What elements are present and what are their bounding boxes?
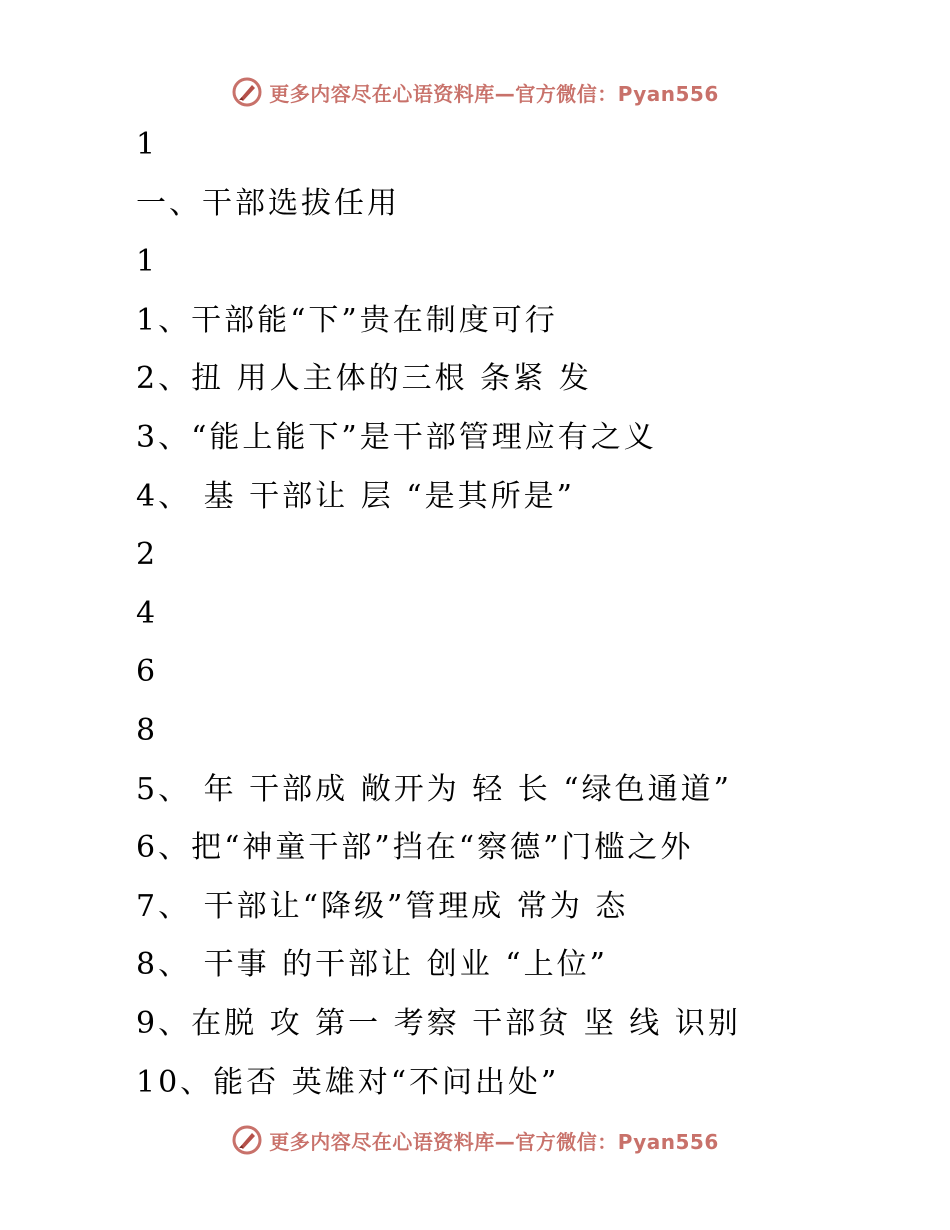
list-item: 4、 基 干部让 层 “是其所是”: [136, 478, 575, 514]
quill-pen-logo-icon: [231, 76, 263, 108]
list-item: 1、干部能“下”贵在制度可行: [136, 302, 558, 338]
page-number-line: 1: [136, 127, 159, 162]
page-number-line: 4: [136, 595, 159, 631]
banner-text: 更多内容尽在心语资料库—官方微信：Pyan556: [269, 1129, 719, 1154]
section-heading: 一、干部选拔任用: [136, 185, 400, 221]
list-item: 6、把“神童干部”挡在“察德”门槛之外: [136, 830, 694, 866]
list-item: 9、在脱 攻 第一 考察 干部贫 坚 线 识别: [136, 1005, 741, 1041]
header-watermark-banner: [0, 72, 950, 112]
list-item: 2、扭 用人主体的三根 条紧 发: [136, 361, 592, 397]
footer-watermark-banner: [0, 1120, 950, 1160]
page-number-line: 8: [136, 712, 159, 748]
list-item: 10、能否 英雄对“不问出处”: [136, 1064, 560, 1100]
page-number-line: 1: [136, 244, 159, 280]
list-item: 8、 干事 的干部让 创业 “上位”: [136, 947, 608, 983]
page-number-line: 2: [136, 537, 159, 573]
page-number-line: 6: [136, 654, 159, 690]
list-item: 5、 年 干部成 敞开为 轻 长 “绿色通道”: [136, 771, 732, 807]
banner-text: 更多内容尽在心语资料库—官方微信：Pyan556: [269, 81, 719, 106]
quill-pen-logo-icon: [231, 1124, 263, 1156]
list-item: 3、“能上能下”是干部管理应有之义: [136, 419, 657, 455]
document-lines: [136, 116, 916, 1112]
list-item: 7、 干部让“降级”管理成 常为 态: [136, 888, 629, 924]
